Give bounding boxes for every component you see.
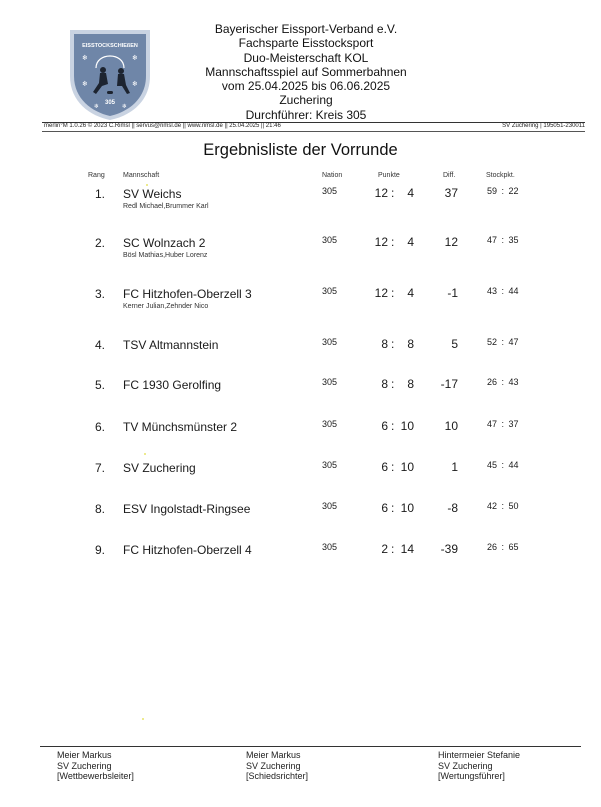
header-line: Bayerischer Eissport-Verband e.V. [214, 22, 398, 36]
rank: 6. [95, 420, 106, 434]
svg-text:❄: ❄ [94, 103, 100, 110]
table-row [0, 414, 601, 454]
points-won: 12 [374, 235, 388, 249]
header-line: Mannschaftsspiel auf Sommerbahnen [205, 64, 407, 79]
nation: 305 [322, 501, 338, 511]
rank: 9. [95, 543, 106, 557]
nation: 305 [322, 460, 338, 470]
header-rule-bottom [42, 131, 585, 132]
table-row [0, 281, 601, 321]
table-row [0, 230, 601, 270]
logo-top-text: EISSTOCKSCHIEßEN [82, 43, 138, 49]
meta-right-text: SV Zuchering | 195051-230011 [502, 123, 585, 129]
points-won: 6 [381, 501, 388, 515]
nation: 305 [322, 337, 338, 347]
difference: 37 [444, 186, 458, 200]
header-line: vom 25.04.2025 bis 06.06.2025 [221, 79, 391, 94]
team-players: Redl Michael,Brummer Karl [123, 203, 209, 210]
column-header-punkte: Punkte [378, 172, 400, 179]
rank: 2. [95, 236, 106, 250]
page-title: Ergebnisliste der Vorrunde [203, 141, 398, 159]
difference: -8 [447, 501, 458, 515]
points-won: 12 [374, 286, 388, 300]
club-logo [66, 24, 154, 122]
signature-name: Meier Markus [57, 750, 112, 760]
points-separator: : [391, 186, 395, 200]
signature-block-wettbewerbsleiter [57, 750, 134, 782]
column-header-diff: Diff. [443, 172, 456, 179]
nation: 305 [322, 186, 338, 196]
team-name: SV Weichs [123, 187, 182, 201]
points-lost: 4 [407, 235, 414, 249]
rank: 1. [95, 187, 106, 201]
points-won: 6 [381, 419, 388, 433]
difference: -39 [440, 542, 458, 556]
team-name: FC Hitzhofen-Oberzell 4 [123, 543, 252, 557]
points-separator: : [391, 337, 395, 351]
header-line: Fachsparte Eisstocksport [238, 36, 374, 51]
points-separator: : [391, 501, 395, 515]
table-row [0, 496, 601, 536]
nation: 305 [322, 286, 338, 296]
points-separator: : [391, 377, 395, 391]
difference: 12 [444, 235, 458, 249]
header-line: Zuchering [279, 93, 333, 108]
points-separator: : [391, 235, 395, 249]
svg-text:❄: ❄ [132, 80, 138, 88]
signature-club: SV Zuchering [246, 760, 301, 771]
team-players: Kerner Julian,Zehnder Nico [123, 303, 209, 310]
meta-left-text: merlin°M 1.0.26 © 2023 C.Rimsl || servus@rimsl.de || www.rimsl.de || 25.04.2025 || 21:46 [44, 123, 281, 129]
table-row [0, 455, 601, 495]
column-header-nation: Nation [322, 172, 343, 179]
team-name: TSV Altmannstein [123, 338, 219, 352]
svg-text:❄: ❄ [132, 54, 138, 62]
signature-role: [Wettbewerbsleiter] [57, 771, 134, 781]
header-line: Duo-Meisterschaft KOL [243, 50, 369, 65]
column-header-rang: Rang [88, 172, 105, 179]
signature-rule [40, 746, 581, 747]
signature-role: [Schiedsrichter] [246, 771, 309, 781]
points-lost: 14 [400, 542, 414, 556]
column-header-mannschaft: Mannschaft [123, 172, 160, 179]
team-name: TV Münchsmünster 2 [123, 420, 238, 434]
table-row [0, 181, 601, 221]
nation: 305 [322, 542, 338, 552]
points-lost: 4 [407, 186, 414, 200]
stock-points: 42 : 50 [487, 501, 519, 511]
team-name: FC 1930 Gerolfing [123, 378, 222, 392]
points-lost: 4 [407, 286, 414, 300]
table-row [0, 372, 601, 412]
signature-block-wertungsfuehrer [438, 750, 520, 782]
difference: 5 [451, 337, 458, 351]
stock-points: 45 : 44 [487, 460, 519, 470]
team-name: FC Hitzhofen-Oberzell 3 [123, 287, 252, 301]
column-header-stockpkt: Stockpkt. [486, 172, 515, 179]
signature-block-schiedsrichter [246, 750, 308, 782]
difference: -1 [447, 286, 458, 300]
points-lost: 10 [400, 501, 414, 515]
table-row [0, 537, 601, 577]
difference: -17 [440, 377, 458, 391]
points-won: 8 [381, 337, 388, 351]
points-lost: 8 [407, 377, 414, 391]
nation: 305 [322, 235, 338, 245]
team-name: ESV Ingolstadt-Ringsee [123, 502, 251, 516]
rank: 4. [95, 338, 106, 352]
points-won: 6 [381, 460, 388, 474]
nation: 305 [322, 377, 338, 387]
points-lost: 8 [407, 337, 414, 351]
stock-points: 47 : 37 [487, 419, 519, 429]
stock-points: 43 : 44 [487, 286, 519, 296]
team-name: SC Wolnzach 2 [123, 236, 206, 250]
signature-club: SV Zuchering [438, 760, 493, 771]
rank: 7. [95, 461, 106, 475]
points-won: 8 [381, 377, 388, 391]
scan-speck [146, 184, 148, 186]
scan-speck [144, 453, 146, 455]
document-header [175, 22, 437, 122]
stock-points: 59 : 22 [487, 186, 519, 196]
points-separator: : [391, 542, 395, 556]
points-separator: : [391, 419, 395, 433]
meta-line [42, 123, 585, 131]
signature-role: [Wertungsführer] [438, 771, 505, 781]
difference: 1 [451, 460, 458, 474]
stock-points: 52 : 47 [487, 337, 519, 347]
signature-name: Hintermeier Stefanie [438, 750, 521, 760]
rank: 8. [95, 502, 106, 516]
svg-text:❄: ❄ [122, 103, 128, 110]
signature-club: SV Zuchering [57, 760, 112, 771]
stock-points: 26 : 65 [487, 542, 519, 552]
team-name: SV Zuchering [123, 461, 196, 475]
stock-points: 26 : 43 [487, 377, 519, 387]
points-won: 2 [381, 542, 388, 556]
logo-bottom-text: 305 [104, 100, 116, 106]
team-players: Bösl Mathias,Huber Lorenz [123, 252, 208, 259]
points-lost: 10 [400, 460, 414, 474]
signature-name: Meier Markus [246, 750, 301, 760]
points-separator: : [391, 286, 395, 300]
rank: 3. [95, 287, 106, 301]
svg-text:❄: ❄ [82, 80, 88, 88]
stock-points: 47 : 35 [487, 235, 519, 245]
svg-text:❄: ❄ [82, 54, 88, 62]
scan-speck [142, 718, 144, 720]
header-line: Durchführer: Kreis 305 [245, 107, 367, 122]
difference: 10 [444, 419, 458, 433]
points-won: 12 [374, 186, 388, 200]
points-separator: : [391, 460, 395, 474]
rank: 5. [95, 378, 106, 392]
points-lost: 10 [400, 419, 414, 433]
table-row [0, 332, 601, 372]
nation: 305 [322, 419, 338, 429]
